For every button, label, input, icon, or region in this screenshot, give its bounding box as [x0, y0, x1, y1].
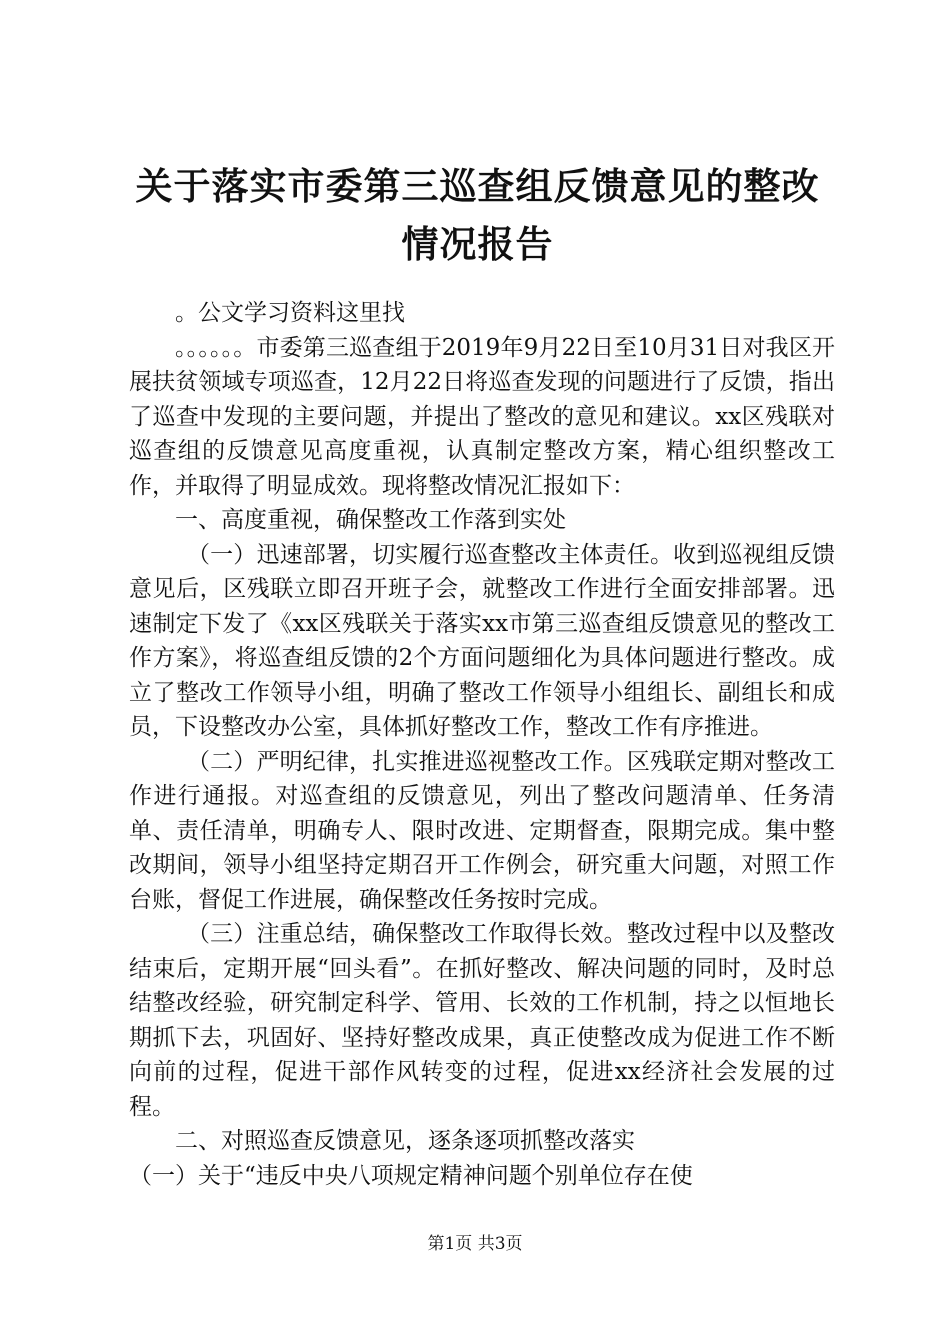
- paragraph-discipline: （二）严明纪律，扎实推进巡视整改工作。区残联定期对整改工作进行通报。对巡查组的反馈意见，列出了整改问题清单、任务清单、责任清单，明确专人、限时改进、定期督查，限期完成。集中整改期间，领导小组坚持定期召开工作例会，研究重大问题，对照工作台账，督促工作进展，确保整改任务按时完成。: [129, 748, 835, 913]
- paragraph-item-1: （一）关于“违反中央八项规定精神问题个别单位存在使: [129, 1162, 693, 1189]
- page-footer: 第1页 共3页: [427, 1234, 523, 1254]
- section-heading-1: 一、高度重视，确保整改工作落到实处: [175, 507, 566, 533]
- document-title: 关于落实市委第三巡查组反馈意见的整改情况报告: [135, 165, 820, 266]
- intro-note: 。公文学习资料这里找: [175, 300, 405, 326]
- section-heading-2: 二、对照巡查反馈意见，逐条逐项抓整改落实: [175, 1128, 635, 1154]
- paragraph-overview: 。。。。。。市委第三巡查组于2019年9月22日至10月31日对我区开展扶贫领域专项巡查，12月22日将巡查发现的问题进行了反馈，指出了巡查中发现的主要问题，并提出了整改的意见和建议。xx区残联对巡查组的反馈意见高度重视，认真制定整改方案，精心组织整改工作，并取得了明显成效。现将整改情况汇报如下：: [129, 334, 835, 499]
- document-body: [129, 296, 835, 1193]
- paragraph-deployment: （一）迅速部署，切实履行巡查整改主体责任。收到巡视组反馈意见后，区残联立即召开班子会，就整改工作进行全面安排部署。迅速制定下发了《xx区残联关于落实xx市第三巡查组反馈意见的整改工作方案》，将巡查组反馈的2个方面问题细化为具体问题进行整改。成立了整改工作领导小组，明确了整改工作领导小组组长、副组长和成员，下设整改办公室，具体抓好整改工作，整改工作有序推进。: [129, 541, 835, 740]
- paragraph-summary: （三）注重总结，确保整改工作取得长效。整改过程中以及整改结束后，定期开展“回头看”。在抓好整改、解决问题的同时，及时总结整改经验，研究制定科学、管用、长效的工作机制，持之以恒地长期抓下去，巩固好、坚持好整改成果，真正使整改成为促进工作不断向前的过程，促进干部作风转变的过程，促进xx经济社会发展的过程。: [129, 921, 835, 1120]
